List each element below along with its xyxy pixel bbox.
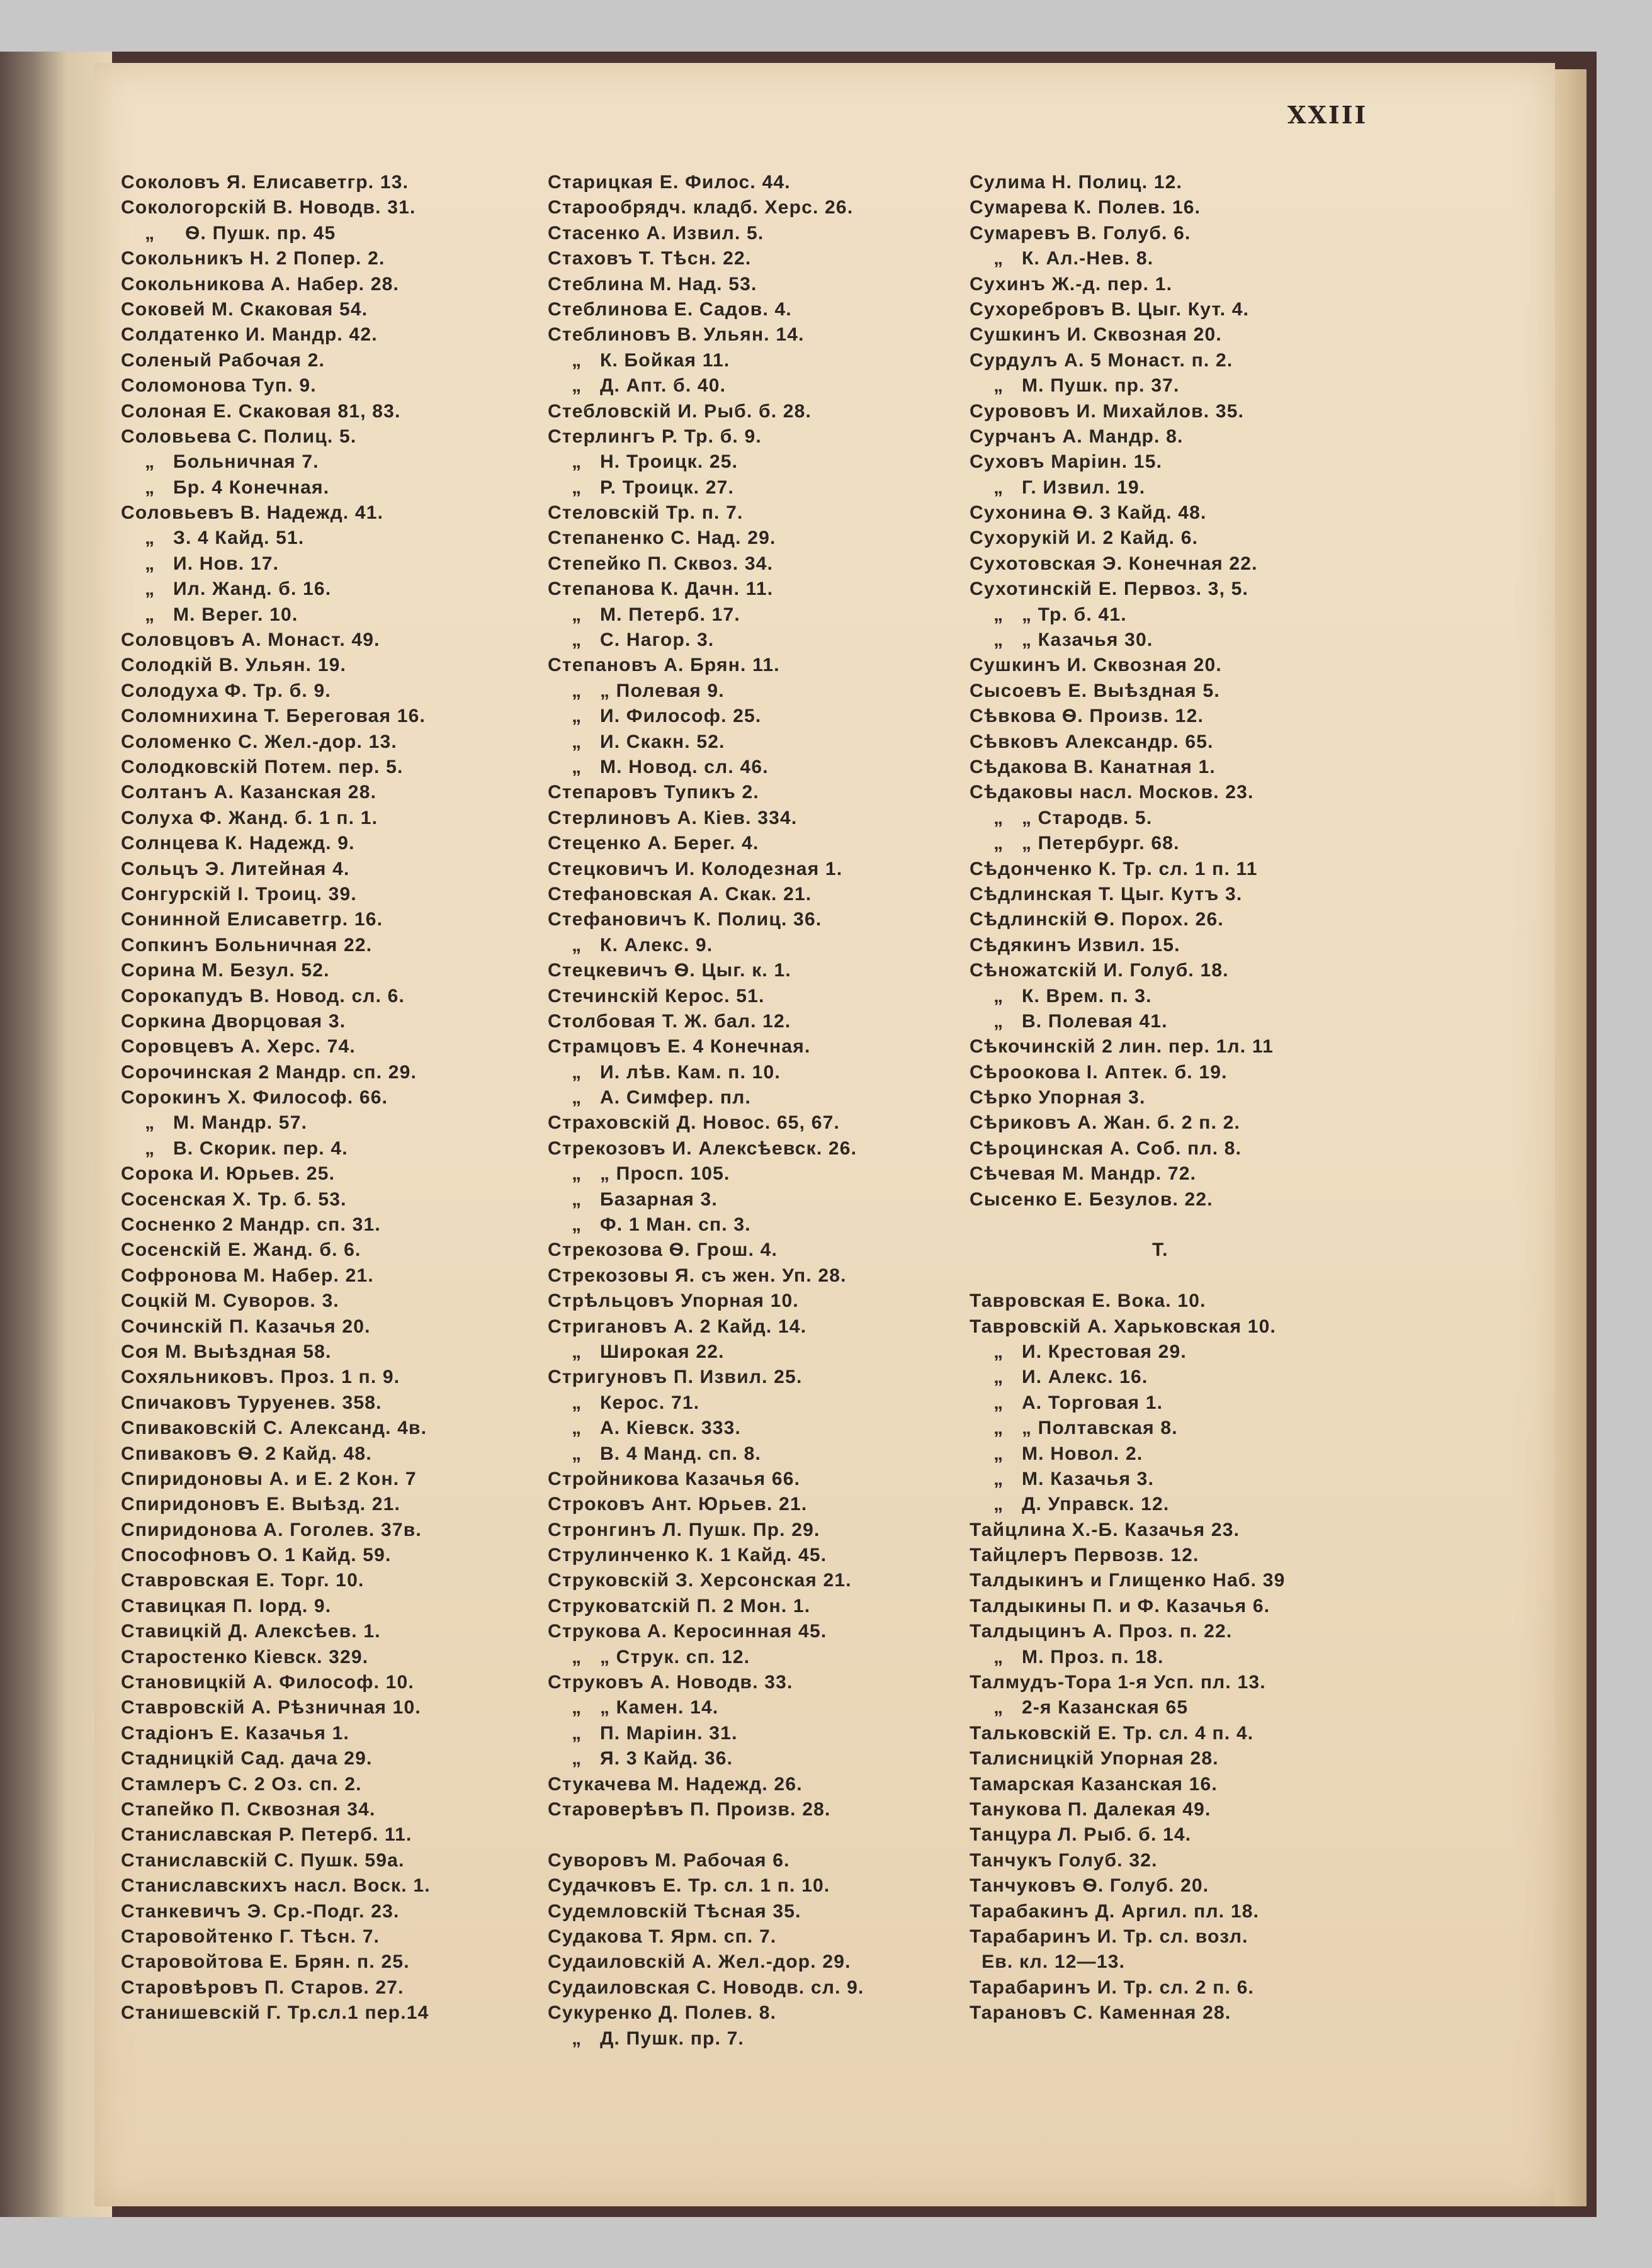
directory-entry: Становицкій А. Философ. 10. (121, 1672, 414, 1693)
directory-entry: Старовѣровъ П. Старов. 27. (121, 1977, 404, 1998)
directory-entry: „ „ Струк. сп. 12. (548, 1646, 750, 1667)
directory-entry: „ М. Петерб. 17. (548, 604, 740, 625)
directory-entry: Соркина Дворцовая 3. (121, 1010, 346, 1032)
directory-entry: Стригуновъ П. Извил. 25. (548, 1367, 803, 1388)
directory-entry: Сосненко 2 Мандр. сп. 31. (121, 1214, 381, 1236)
directory-entry: „ В. 4 Манд. сп. 8. (548, 1443, 762, 1464)
directory-entry: Старовойтенко Г. Тѣсн. 7. (121, 1926, 380, 1947)
directory-entry: Талмудъ-Тора 1-я Усп. пл. 13. (970, 1672, 1266, 1693)
directory-entry: „ Ѳ. Пушк. пр. 45 (121, 222, 336, 244)
directory-entry: Сѣдлинская Т. Цыг. Кутъ 3. (970, 883, 1243, 905)
directory-entry: Судакова Т. Ярм. сп. 7. (548, 1926, 777, 1947)
directory-entry: „ С. Нагор. 3. (548, 629, 715, 651)
directory-entry: Солодуха Ф. Тр. б. 9. (121, 680, 331, 701)
directory-entry: „ К. Алекс. 9. (548, 934, 713, 956)
directory-entry: „ „ Петербург. 68. (970, 833, 1180, 854)
directory-column-1 (121, 170, 524, 2026)
directory-entry: Сохяльниковъ. Проз. 1 п. 9. (121, 1367, 400, 1388)
directory-entry: Сокольникова А. Набер. 28. (121, 273, 400, 295)
directory-entry: Софронова М. Набер. 21. (121, 1265, 374, 1286)
directory-entry: Сурдулъ А. 5 Монаст. п. 2. (970, 349, 1233, 371)
directory-entry: „ „ Полтавская 8. (970, 1418, 1178, 1439)
directory-entry (970, 1212, 1385, 1238)
directory-entry: Староверѣвъ П. Произв. 28. (548, 1799, 831, 1820)
directory-entry: Сѣвковъ Александр. 65. (970, 731, 1214, 752)
directory-entry: Сухинъ Ж.-д. пер. 1. (970, 273, 1173, 295)
directory-entry: Соя М. Выѣздная 58. (121, 1341, 332, 1362)
directory-entry: Солодковскій Потем. пер. 5. (121, 756, 404, 777)
directory-entry: Сухорукій И. 2 Кайд. 6. (970, 528, 1199, 549)
directory-entry: Тавровская Е. Вока. 10. (970, 1290, 1206, 1312)
directory-entry: Старостенко Кіевск. 329. (121, 1646, 369, 1667)
directory-entry: Соломнихина Т. Береговая 16. (121, 706, 426, 727)
directory-entry: Стригановъ А. 2 Кайд. 14. (548, 1316, 807, 1337)
directory-entry: Сукуренко Д. Полев. 8. (548, 2002, 777, 2024)
directory-entry: Стеблинова Е. Садов. 4. (548, 298, 792, 320)
directory-entry: Стасенко А. Извил. 5. (548, 222, 764, 244)
directory-entry: „ Широкая 22. (548, 1341, 725, 1362)
directory-column-3 (970, 170, 1385, 2026)
directory-column-2 (548, 170, 951, 2051)
directory-entry: Ставровская Е. Торг. 10. (121, 1570, 365, 1591)
directory-entry: Ставицкій Д. Алексѣев. 1. (121, 1621, 381, 1642)
directory-entry: Сонинной Елисаветгр. 16. (121, 909, 383, 930)
directory-entry: Станиславская Р. Петерб. 11. (121, 1824, 412, 1846)
directory-entry: Тавровскій А. Харьковская 10. (970, 1316, 1277, 1337)
directory-entry: Сѣвкова Ѳ. Произв. 12. (970, 706, 1204, 727)
directory-entry: Солуха Ф. Жанд. б. 1 п. 1. (121, 807, 378, 828)
directory-entry: Солдатенко И. Мандр. 42. (121, 324, 378, 346)
directory-entry: Соровцевъ А. Херс. 74. (121, 1036, 356, 1058)
directory-entry: Солтанъ А. Казанская 28. (121, 782, 377, 803)
directory-entry: Талдыкинъ и Глищенко Наб. 39 (970, 1570, 1286, 1591)
directory-entry: Танчукъ Голуб. 32. (970, 1849, 1158, 1871)
directory-entry: Сѣдакова В. Канатная 1. (970, 756, 1216, 777)
directory-entry: Стебловскій И. Рыб. б. 28. (548, 400, 812, 422)
directory-entry: Спиридоновъ Е. Выѣзд. 21. (121, 1494, 401, 1515)
directory-entry: Стронгинъ Л. Пушк. Пр. 29. (548, 1519, 820, 1540)
directory-entry: Степановъ А. Брян. 11. (548, 655, 780, 676)
directory-entry: Сухоребровъ В. Цыг. Кут. 4. (970, 298, 1250, 320)
directory-entry: Солодкій В. Ульян. 19. (121, 655, 347, 676)
directory-entry: Спиридонова А. Гоголев. 37в. (121, 1519, 422, 1540)
directory-entry: „ И. Нов. 17. (121, 553, 280, 574)
directory-entry: Сосенскій Е. Жанд. б. 6. (121, 1239, 361, 1261)
directory-entry: Стецкевичъ Ѳ. Цыг. к. 1. (548, 960, 791, 981)
directory-entry: „ „ Стародв. 5. (970, 807, 1153, 828)
directory-entry: „ К. Бойкая 11. (548, 349, 730, 371)
directory-entry: Струковъ А. Новодв. 33. (548, 1672, 793, 1693)
directory-entry: Стерлингъ Р. Тр. б. 9. (548, 426, 762, 447)
directory-entry: „ З. 4 Кайд. 51. (121, 528, 305, 549)
directory-entry: „ Бр. 4 Конечная. (121, 477, 330, 498)
directory-entry: Сорока И. Юрьев. 25. (121, 1163, 336, 1185)
directory-entry: Соцкій М. Суворов. 3. (121, 1290, 339, 1312)
directory-entry: Тарановъ С. Каменная 28. (970, 2002, 1231, 2024)
directory-entry: Солоная Е. Скаковая 81, 83. (121, 400, 401, 422)
directory-entry: Судаиловскій А. Жел.-дор. 29. (548, 1951, 851, 1973)
directory-entry: Талдыцинъ А. Проз. п. 22. (970, 1621, 1233, 1642)
directory-entry: Станишевскій Г. Тр.сл.1 пер.14 (121, 2002, 429, 2024)
directory-entry: Судаиловская С. Новодв. сл. 9. (548, 1977, 864, 1998)
directory-entry: Сѣдонченко К. Тр. сл. 1 п. 11 (970, 858, 1258, 879)
directory-entry: Сысенко Е. Безулов. 22. (970, 1188, 1213, 1210)
directory-entry: Струковатскій П. 2 Мон. 1. (548, 1595, 811, 1616)
directory-entry: Суховъ Маріин. 15. (970, 451, 1163, 473)
directory-entry: Сысоевъ Е. Выѣздная 5. (970, 680, 1220, 701)
page-number: XXIII (1287, 101, 1368, 129)
directory-entry: „ К. Ал.-Нев. 8. (970, 248, 1154, 269)
directory-entry: Сопкинъ Больничная 22. (121, 934, 373, 956)
directory-entry: „ „ Казачья 30. (970, 629, 1153, 651)
directory-entry: Столбовая Т. Ж. бал. 12. (548, 1010, 791, 1032)
directory-entry: Струлинченко К. 1 Кайд. 45. (548, 1545, 827, 1566)
directory-entry: Сулима Н. Полиц. 12. (970, 172, 1183, 193)
directory-entry: Ставровскій А. Рѣзничная 10. (121, 1697, 421, 1718)
directory-entry: Сорочинская 2 Мандр. сп. 29. (121, 1061, 417, 1083)
directory-entry: Стаховъ Т. Тѣсн. 22. (548, 248, 752, 269)
directory-entry: Сонгурскій І. Троиц. 39. (121, 883, 357, 905)
directory-entry: Сокологорскій В. Новодв. 31. (121, 197, 416, 218)
directory-entry: Сумарева К. Полев. 16. (970, 197, 1201, 218)
directory-entry: „ И. Крестовая 29. (970, 1341, 1187, 1362)
directory-entry: Соловьева С. Полиц. 5. (121, 426, 357, 447)
directory-entry: Танцура Л. Рыб. б. 14. (970, 1824, 1192, 1846)
directory-entry: Стеловскій Тр. п. 7. (548, 502, 744, 524)
directory-entry: Сѣроцинская А. Соб. пл. 8. (970, 1137, 1242, 1159)
directory-entry: Струкова А. Керосинная 45. (548, 1621, 827, 1642)
directory-entry: Суворовъ М. Рабочая 6. (548, 1849, 790, 1871)
directory-entry: Стефановичъ К. Полиц. 36. (548, 909, 822, 930)
directory-entry: Сѣдаковы насл. Москов. 23. (970, 782, 1254, 803)
directory-entry: „ М. Проз. п. 18. (970, 1646, 1164, 1667)
directory-entry: Тарабакинъ Д. Аргил. пл. 18. (970, 1900, 1260, 1922)
directory-entry: Спиваковскій С. Александ. 4в. (121, 1418, 427, 1439)
directory-entry: Стрекозова Ѳ. Грош. 4. (548, 1239, 778, 1261)
directory-entry: „ И. Алекс. 16. (970, 1367, 1148, 1388)
directory-entry: Сушкинъ И. Сквозная 20. (970, 324, 1222, 346)
directory-entry: „ Д. Пушк. пр. 7. (548, 2028, 745, 2049)
directory-entry: Тайцлеръ Первозв. 12. (970, 1545, 1199, 1566)
directory-entry: Сочинскій П. Казачья 20. (121, 1316, 371, 1337)
directory-entry: Сѣчевая М. Мандр. 72. (970, 1163, 1197, 1185)
directory-entry: Соловьевъ В. Надежд. 41. (121, 502, 384, 524)
directory-entry (970, 1263, 1385, 1289)
directory-entry: Стерлиновъ А. Кіев. 334. (548, 807, 798, 828)
directory-entry: „ И. Скакн. 52. (548, 731, 725, 752)
directory-entry: „ В. Скорик. пер. 4. (121, 1137, 348, 1159)
directory-entry: „ Керос. 71. (548, 1392, 700, 1413)
directory-entry: „ Ил. Жанд. б. 16. (121, 578, 332, 600)
directory-entry: „ „ Камен. 14. (548, 1697, 719, 1718)
directory-entry: Сурововъ И. Михайлов. 35. (970, 400, 1245, 422)
directory-entry: Тарабаринъ И. Тр. сл. 2 п. 6. (970, 1977, 1255, 1998)
directory-entry: Степанова К. Дачн. 11. (548, 578, 774, 600)
directory-entry: Стецковичъ И. Колодезная 1. (548, 858, 843, 879)
directory-entry: Сорокинъ Х. Философ. 66. (121, 1087, 388, 1109)
directory-entry: „ М. Пушк. пр. 37. (970, 375, 1180, 397)
directory-entry: „ Больничная 7. (121, 451, 319, 473)
directory-entry: Страховскій Д. Новос. 65, 67. (548, 1112, 840, 1134)
directory-entry: Стрекозовы Я. съ жен. Уп. 28. (548, 1265, 847, 1286)
directory-entry: Степаровъ Тупикъ 2. (548, 782, 759, 803)
directory-entry: Сѣдлинскій Ѳ. Порох. 26. (970, 909, 1224, 930)
directory-entry: Судемловскій Тѣсная 35. (548, 1900, 801, 1922)
directory-entry: Стечинскій Керос. 51. (548, 985, 765, 1007)
directory-entry: Сурчанъ А. Мандр. 8. (970, 426, 1184, 447)
directory-entry: „ 2-я Казанская 65 (970, 1697, 1189, 1718)
directory-entry: Сольцъ Э. Литейная 4. (121, 858, 350, 879)
directory-entry: Старицкая Е. Филос. 44. (548, 172, 791, 193)
directory-entry: Ставицкая П. Іорд. 9. (121, 1595, 332, 1616)
section-letter-heading: Т. (1152, 1239, 1168, 1261)
directory-entry: Спиваковъ Ѳ. 2 Кайд. 48. (121, 1443, 372, 1464)
directory-entry: Сокольникъ Н. 2 Попер. 2. (121, 248, 385, 269)
directory-entry (548, 1822, 951, 1848)
directory-entry: Стрѣльцовъ Упорная 10. (548, 1290, 799, 1312)
directory-entry: „ В. Полевая 41. (970, 1010, 1168, 1032)
directory-entry: Строковъ Ант. Юрьев. 21. (548, 1494, 808, 1515)
directory-entry: Стеценко А. Берег. 4. (548, 833, 759, 854)
directory-entry: „ М. Мандр. 57. (121, 1112, 308, 1134)
directory-entry: Станиславскій С. Пушк. 59а. (121, 1849, 405, 1871)
directory-entry: „ Базарная 3. (548, 1188, 718, 1210)
directory-entry: Спософновъ О. 1 Кайд. 59. (121, 1545, 392, 1566)
directory-entry: „ Г. Извил. 19. (970, 477, 1146, 498)
directory-entry: Стадіонъ Е. Казачья 1. (121, 1722, 350, 1744)
directory-entry: Стеблиновъ В. Ульян. 14. (548, 324, 805, 346)
directory-entry: Старообрядч. кладб. Херс. 26. (548, 197, 854, 218)
directory-entry: Стамлеръ С. 2 Оз. сп. 2. (121, 1773, 362, 1795)
directory-entry: „ Ф. 1 Ман. сп. 3. (548, 1214, 751, 1236)
directory-entry: „ М. Новол. 2. (970, 1443, 1143, 1464)
directory-entry: „ „ Просп. 105. (548, 1163, 730, 1185)
directory-entry: „ А. Симфер. пл. (548, 1087, 752, 1109)
directory-entry: Сорина М. Безул. 52. (121, 960, 330, 981)
directory-entry: Сосенская Х. Тр. б. 53. (121, 1188, 347, 1210)
directory-entry: Ев. кл. 12—13. (970, 1951, 1126, 1973)
directory-entry: Талдыкины П. и Ф. Казачья 6. (970, 1595, 1270, 1616)
directory-entry: Сухотовская Э. Конечная 22. (970, 553, 1258, 574)
directory-entry: Соломенко С. Жел.-дор. 13. (121, 731, 397, 752)
directory-entry: Сѣкочинскій 2 лин. пер. 1л. 11 (970, 1036, 1274, 1058)
directory-entry: Стрекозовъ И. Алексѣевск. 26. (548, 1137, 857, 1159)
directory-entry: „ „ Тр. б. 41. (970, 604, 1127, 625)
directory-entry: „ П. Маріин. 31. (548, 1722, 738, 1744)
directory-entry: Стеблина М. Над. 53. (548, 273, 757, 295)
directory-entry: Соковей М. Скаковая 54. (121, 298, 368, 320)
directory-entry: Старовойтова Е. Брян. п. 25. (121, 1951, 410, 1973)
directory-entry: Сушкинъ И. Сквозная 20. (970, 655, 1222, 676)
directory-entry: Тальковскій Е. Тр. сл. 4 п. 4. (970, 1722, 1254, 1744)
directory-entry: Солнцева К. Надежд. 9. (121, 833, 355, 854)
directory-entry: Спичаковъ Туруенев. 358. (121, 1392, 382, 1413)
directory-entry: Тайцлина Х.-Б. Казачья 23. (970, 1519, 1240, 1540)
directory-entry: Соловцовъ А. Монаст. 49. (121, 629, 380, 651)
directory-entry: Судачковъ Е. Тр. сл. 1 п. 10. (548, 1875, 830, 1897)
directory-entry: Стадницкій Сад. дача 29. (121, 1748, 373, 1769)
directory-entry: Сухотинскій Е. Первоз. 3, 5. (970, 578, 1249, 600)
directory-entry: Сумаревъ В. Голуб. 6. (970, 222, 1191, 244)
directory-entry: „ М. Верег. 10. (121, 604, 298, 625)
directory-entry: „ Д. Апт. б. 40. (548, 375, 727, 397)
directory-entry: Струковскій З. Херсонская 21. (548, 1570, 852, 1591)
directory-entry: „ А. Кіевск. 333. (548, 1418, 742, 1439)
directory-entry: Танчуковъ Ѳ. Голуб. 20. (970, 1875, 1209, 1897)
directory-entry: Тамарская Казанская 16. (970, 1773, 1218, 1795)
directory-entry: Танукова П. Далекая 49. (970, 1799, 1211, 1820)
directory-entry: „ Я. 3 Кайд. 36. (548, 1748, 733, 1769)
directory-entry: „ Р. Троицк. 27. (548, 477, 735, 498)
directory-entry: „ Н. Троицк. 25. (548, 451, 738, 473)
directory-entry: „ А. Торговая 1. (970, 1392, 1163, 1413)
directory-entry: Степейко П. Сквоз. 34. (548, 553, 774, 574)
directory-entry: Станиславскихъ насл. Воск. 1. (121, 1875, 431, 1897)
directory-entry: Степаненко С. Над. 29. (548, 528, 776, 549)
directory-entry: Стефановская А. Скак. 21. (548, 883, 812, 905)
directory-entry: „ Д. Управск. 12. (970, 1494, 1170, 1515)
directory-entry: „ И. Философ. 25. (548, 706, 762, 727)
directory-entry: Сѣрко Упорная 3. (970, 1087, 1146, 1109)
directory-entry: Спиридоновы А. и Е. 2 Кон. 7 (121, 1468, 417, 1489)
directory-entry: Стройникова Казачья 66. (548, 1468, 801, 1489)
directory-entry: Соколовъ Я. Елисаветгр. 13. (121, 172, 409, 193)
directory-entry: Соленый Рабочая 2. (121, 349, 325, 371)
directory-entry: Сухонина Ѳ. 3 Кайд. 48. (970, 502, 1207, 524)
directory-entry: Стукачева М. Надежд. 26. (548, 1773, 803, 1795)
directory-entry: Страмцовъ Е. 4 Конечная. (548, 1036, 811, 1058)
directory-entry: „ М. Новод. сл. 46. (548, 756, 769, 777)
directory-entry: Соломонова Туп. 9. (121, 375, 317, 397)
directory-entry: Сѣдякинъ Извил. 15. (970, 934, 1180, 956)
directory-entry: Сѣножатскій И. Голуб. 18. (970, 960, 1229, 981)
directory-entry: Тарабаринъ И. Тр. сл. возл. (970, 1926, 1248, 1947)
directory-entry: „ М. Казачья 3. (970, 1468, 1155, 1489)
directory-entry: Сорокапудъ В. Новод. сл. 6. (121, 985, 405, 1007)
directory-entry: „ И. лѣв. Кам. п. 10. (548, 1061, 781, 1083)
directory-entry: „ „ Полевая 9. (548, 680, 725, 701)
directory-entry: Талисницкій Упорная 28. (970, 1748, 1219, 1769)
directory-entry: „ К. Врем. п. 3. (970, 985, 1152, 1007)
directory-entry: Стапейко П. Сквозная 34. (121, 1799, 376, 1820)
directory-entry: Станкевичъ Э. Ср.-Подг. 23. (121, 1900, 400, 1922)
directory-entry: Сѣриковъ А. Жан. б. 2 п. 2. (970, 1112, 1241, 1134)
directory-entry: Сѣроокова І. Аптек. б. 19. (970, 1061, 1228, 1083)
